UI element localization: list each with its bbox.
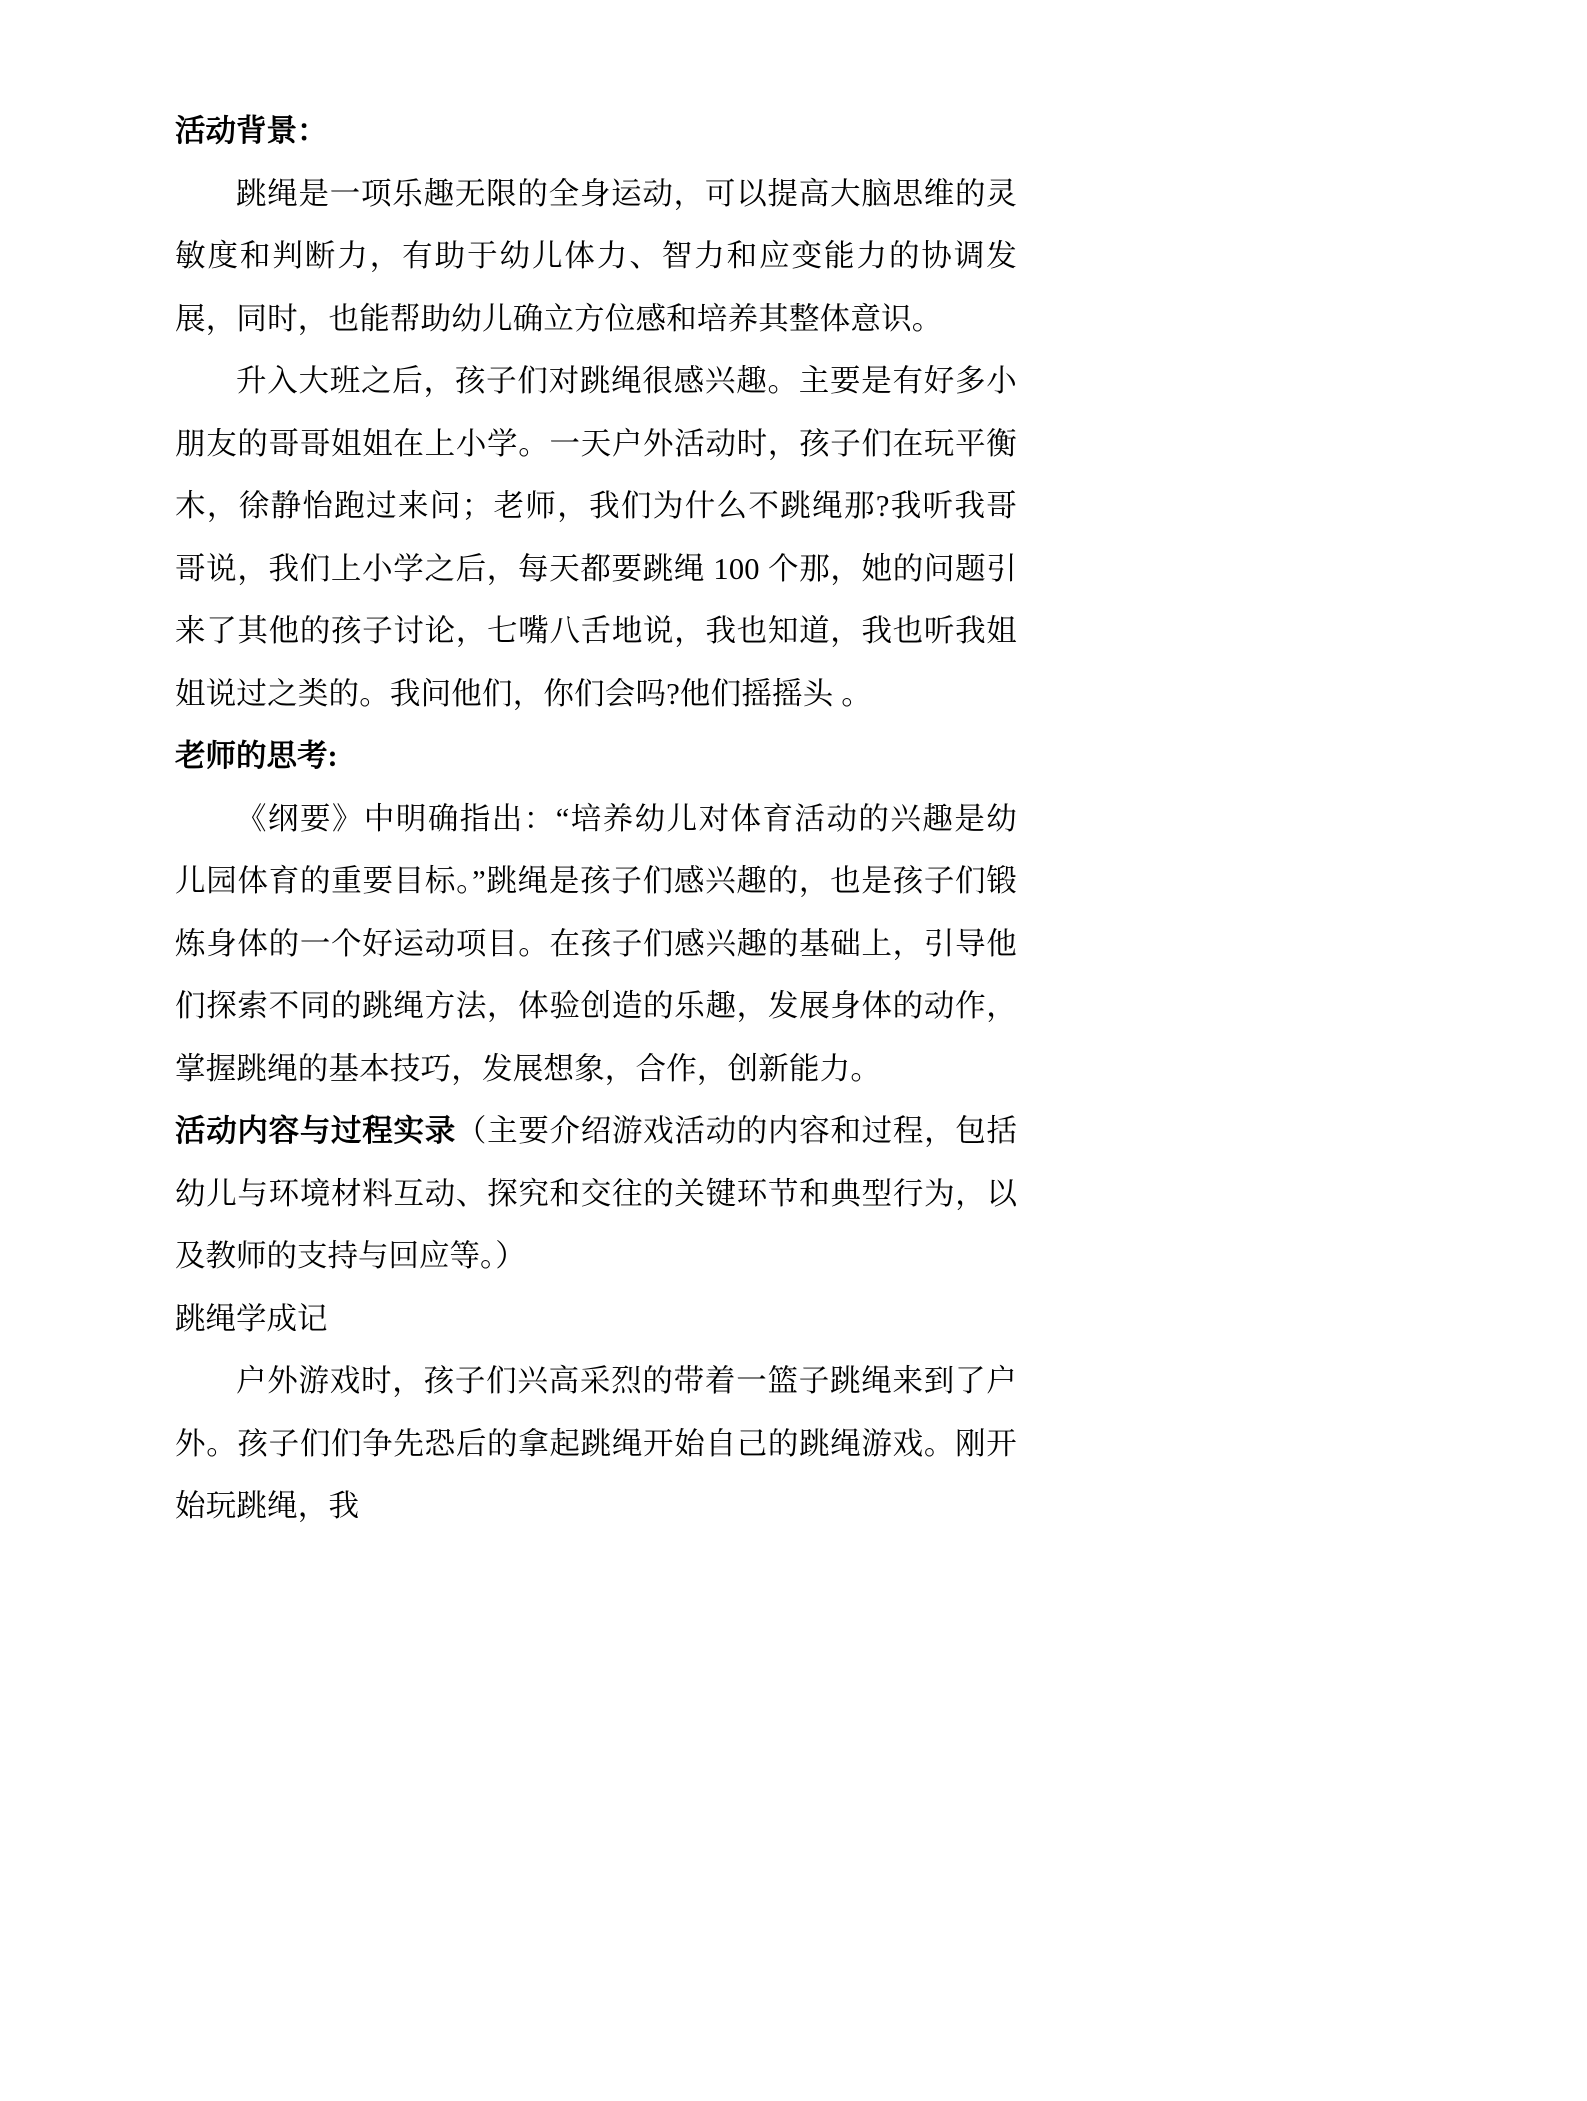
section-heading-activity-background: 活动背景： xyxy=(175,114,328,148)
subsection-title-jump-rope-story: 跳绳学成记 xyxy=(175,1301,328,1336)
paragraph-activity-background-1: 跳绳是一项乐趣无限的全身运动，可以提高大脑思维的灵敏度和判断力，有助于幼儿体力、智力和应变能力的协调发展，同时，也能帮助幼儿确立方位感和培养其整体意识。 xyxy=(175,176,1017,336)
paragraph-activity-content-record-1: 户外游戏时，孩子们兴高采烈的带着一篮子跳绳来到了户外。孩子们们争先恐后的拿起跳绳开始自己的跳绳游戏。刚开始玩跳绳，我 xyxy=(175,1364,1017,1523)
section-heading-activity-content-record xyxy=(175,1100,1017,1288)
section-heading-teacher-reflection: 老师的思考: xyxy=(175,739,338,773)
document-body xyxy=(175,100,1017,1538)
heading-bold-part: 活动内容与过程实录 xyxy=(175,1114,456,1148)
heading-normal-part: （主要介绍游戏活动的内容和过程，包括幼儿与环境材料互动、探究和交往的关键环节和典型行为，以及教师的支持与回应等。） xyxy=(175,1114,1018,1273)
paragraph-teacher-reflection-1: 《纲要》中明确指出：“培养幼儿对体育活动的兴趣是幼儿园体育的重要目标。”跳绳是孩子们感兴趣的，也是孩子们锻炼身体的一个好运动项目。在孩子们感兴趣的基础上，引导他们探索不同的跳绳方法，体验创造的乐趣，发展身体的动作，掌握跳绳的基本技巧，发展想象，合作，创新能力。 xyxy=(175,801,1017,1086)
paragraph-activity-background-2: 升入大班之后，孩子们对跳绳很感兴趣。主要是有好多小朋友的哥哥姐姐在上小学。一天户外活动时，孩子们在玩平衡木，徐静怡跑过来问；老师，我们为什么不跳绳那?我听我哥哥说，我们上小学之后，每天都要跳绳 100 个那，她的问题引来了其他的孩子讨论，七嘴八舌地说，我也知道，我也听我姐姐说过之类的。我问他们，你们会吗?他们摇摇头 。 xyxy=(175,364,1017,711)
